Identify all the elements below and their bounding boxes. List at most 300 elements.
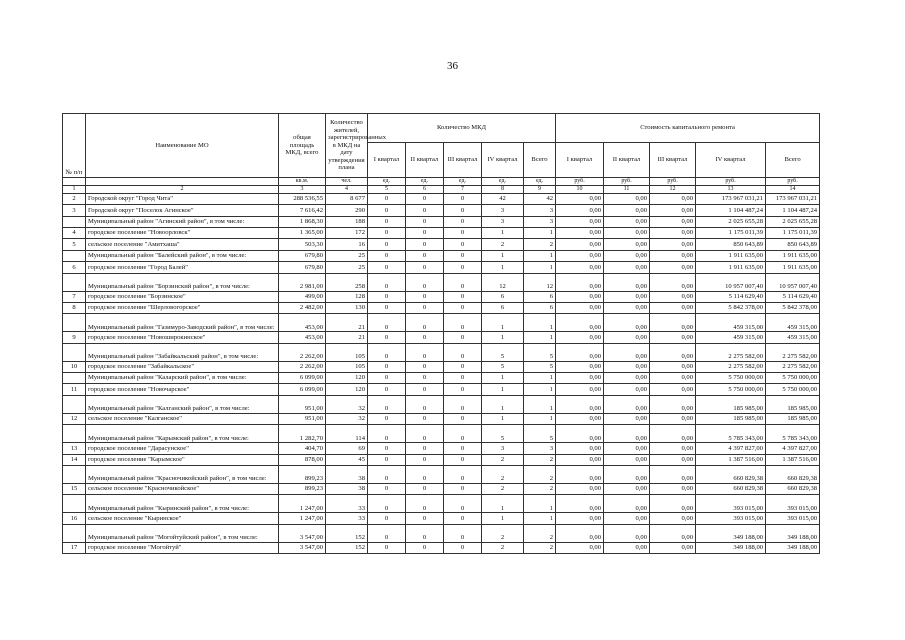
count-q2-cell: 0 <box>406 373 444 384</box>
table-row <box>63 361 820 372</box>
unit-cell: руб. <box>604 178 650 186</box>
count-q2-cell: 0 <box>406 262 444 273</box>
table-row <box>63 484 820 495</box>
cost-q4-cell: 5 842 378,00 <box>696 302 766 313</box>
count-q3-cell: 0 <box>444 425 482 443</box>
residents-cell: 188 <box>326 216 368 227</box>
cost-q2-cell: 0,00 <box>604 484 650 495</box>
count-total-cell: 1 <box>524 314 556 332</box>
table-row <box>63 513 820 524</box>
table-row <box>63 291 820 302</box>
count-total-cell: 3 <box>524 205 556 216</box>
cost-q1-cell: 0,00 <box>556 361 604 372</box>
count-total-cell: 5 <box>524 343 556 361</box>
count-q1-cell: 0 <box>368 273 406 291</box>
table-row <box>63 262 820 273</box>
cost-q2-cell: 0,00 <box>604 227 650 238</box>
cost-q3-cell: 0,00 <box>650 332 696 343</box>
cost-total-cell: 5 785 343,00 <box>766 425 820 443</box>
area-cell: 6 099,00 <box>279 373 326 384</box>
cost-q1-cell: 0,00 <box>556 205 604 216</box>
count-total-cell: 1 <box>524 373 556 384</box>
area-cell: 7 616,42 <box>279 205 326 216</box>
count-q4-cell: 42 <box>482 193 524 204</box>
count-q4-cell: 6 <box>482 291 524 302</box>
cost-total-cell: 5 842 378,00 <box>766 302 820 313</box>
count-q3-cell: 0 <box>444 395 482 413</box>
area-cell: 3 547,00 <box>279 524 326 542</box>
area-cell: 453,00 <box>279 332 326 343</box>
count-q4-cell: 1 <box>482 332 524 343</box>
count-q2-cell: 0 <box>406 524 444 542</box>
unit-cell: руб. <box>650 178 696 186</box>
cost-q3-cell: 0,00 <box>650 425 696 443</box>
cost-total-cell: 2 025 655,28 <box>766 216 820 227</box>
count-total-cell: 2 <box>524 542 556 553</box>
name-cell: городское поселение "Забайкальское" <box>86 361 279 372</box>
table-row <box>63 250 820 261</box>
cost-q4-cell: 1 911 635,00 <box>696 262 766 273</box>
cost-q4-cell: 1 911 635,00 <box>696 250 766 261</box>
header-cost-q1: I квартал <box>556 143 604 178</box>
cost-total-cell: 185 985,00 <box>766 395 820 413</box>
cost-q2-cell: 0,00 <box>604 425 650 443</box>
row-number-cell: 11 <box>63 384 86 395</box>
cost-q2-cell: 0,00 <box>604 361 650 372</box>
cost-q3-cell: 0,00 <box>650 205 696 216</box>
header-cost-q4: IV квартал <box>696 143 766 178</box>
header-count-q3: III квартал <box>444 143 482 178</box>
cost-q3-cell: 0,00 <box>650 291 696 302</box>
column-index-row <box>63 185 820 193</box>
count-total-cell: 42 <box>524 193 556 204</box>
name-cell: Городской округ "Поселок Агинское" <box>86 205 279 216</box>
count-q3-cell: 0 <box>444 262 482 273</box>
unit-cell: руб. <box>696 178 766 186</box>
index-cell: 10 <box>556 185 604 193</box>
row-number-cell: 17 <box>63 542 86 553</box>
count-q3-cell: 0 <box>444 495 482 513</box>
residents-cell: 128 <box>326 291 368 302</box>
name-cell: Муниципальный район "Борзинский район", в том числе: <box>86 273 279 291</box>
index-cell: 6 <box>406 185 444 193</box>
cost-q1-cell: 0,00 <box>556 425 604 443</box>
count-total-cell: 3 <box>524 216 556 227</box>
count-q3-cell: 0 <box>444 193 482 204</box>
cost-q4-cell: 393 015,00 <box>696 513 766 524</box>
cost-q4-cell: 4 397 827,00 <box>696 443 766 454</box>
name-cell: сельское поселение "Амитхаша" <box>86 239 279 250</box>
area-cell: 3 547,00 <box>279 542 326 553</box>
count-q3-cell: 0 <box>444 205 482 216</box>
name-cell: городское поселение "Шерловогорское" <box>86 302 279 313</box>
count-q4-cell: 1 <box>482 262 524 273</box>
count-q2-cell: 0 <box>406 302 444 313</box>
area-cell: 2 981,00 <box>279 273 326 291</box>
count-q1-cell: 0 <box>368 227 406 238</box>
cost-total-cell: 393 015,00 <box>766 513 820 524</box>
area-cell: 1 868,30 <box>279 216 326 227</box>
row-number-cell <box>63 314 86 332</box>
cost-q1-cell: 0,00 <box>556 484 604 495</box>
cost-q4-cell: 660 829,38 <box>696 484 766 495</box>
count-total-cell: 2 <box>524 454 556 465</box>
count-total-cell: 1 <box>524 332 556 343</box>
cost-q1-cell: 0,00 <box>556 524 604 542</box>
cost-q2-cell: 0,00 <box>604 262 650 273</box>
cost-q3-cell: 0,00 <box>650 524 696 542</box>
count-q4-cell: 1 <box>482 373 524 384</box>
unit-cell: чел. <box>326 178 368 186</box>
cost-q4-cell: 459 315,00 <box>696 314 766 332</box>
name-cell: городское поселение "Могойтуй" <box>86 542 279 553</box>
count-q1-cell: 0 <box>368 193 406 204</box>
cost-total-cell: 660 829,38 <box>766 484 820 495</box>
cost-q1-cell: 0,00 <box>556 343 604 361</box>
name-cell: городское поселение "Новоширокинское" <box>86 332 279 343</box>
index-cell: 2 <box>86 185 279 193</box>
residents-cell: 105 <box>326 343 368 361</box>
name-cell: городское поселение "Новоорловск" <box>86 227 279 238</box>
cost-q3-cell: 0,00 <box>650 227 696 238</box>
count-q4-cell: 1 <box>482 495 524 513</box>
count-q4-cell: 12 <box>482 273 524 291</box>
area-cell: 2 482,00 <box>279 302 326 313</box>
count-q1-cell: 0 <box>368 361 406 372</box>
cost-q2-cell: 0,00 <box>604 193 650 204</box>
count-total-cell: 1 <box>524 395 556 413</box>
cost-q3-cell: 0,00 <box>650 443 696 454</box>
residents-cell: 172 <box>326 227 368 238</box>
cost-q4-cell: 349 188,00 <box>696 542 766 553</box>
row-number-cell: 12 <box>63 413 86 424</box>
count-q1-cell: 0 <box>368 454 406 465</box>
count-q3-cell: 0 <box>444 384 482 395</box>
count-q1-cell: 0 <box>368 343 406 361</box>
count-q2-cell: 0 <box>406 239 444 250</box>
cost-q3-cell: 0,00 <box>650 466 696 484</box>
name-cell: Муниципальный район "Забайкальский район", в том числе: <box>86 343 279 361</box>
cost-q1-cell: 0,00 <box>556 239 604 250</box>
residents-cell: 32 <box>326 413 368 424</box>
table-row <box>63 425 820 443</box>
unit-cell: ед. <box>406 178 444 186</box>
residents-cell: 33 <box>326 513 368 524</box>
row-number-cell <box>63 343 86 361</box>
index-cell: 7 <box>444 185 482 193</box>
cost-q4-cell: 1 387 516,00 <box>696 454 766 465</box>
repair-plan-table <box>62 113 820 554</box>
count-q2-cell: 0 <box>406 484 444 495</box>
row-number-cell: 5 <box>63 239 86 250</box>
cost-total-cell: 459 315,00 <box>766 314 820 332</box>
name-cell: городское поселение "Борзинское" <box>86 291 279 302</box>
count-q3-cell: 0 <box>444 466 482 484</box>
header-residents: Количество жителей, зарегистрированных в МКД на дату утверждения плана <box>326 114 368 178</box>
count-q2-cell: 0 <box>406 384 444 395</box>
cost-total-cell: 1 104 487,24 <box>766 205 820 216</box>
count-q3-cell: 0 <box>444 314 482 332</box>
name-cell: Городской округ "Город Чита" <box>86 193 279 204</box>
count-q4-cell: 1 <box>482 395 524 413</box>
table-row <box>63 524 820 542</box>
count-q2-cell: 0 <box>406 227 444 238</box>
count-q4-cell: 1 <box>482 227 524 238</box>
count-q4-cell: 1 <box>482 384 524 395</box>
count-total-cell: 5 <box>524 425 556 443</box>
header-count-group: Количество МКД <box>368 114 556 143</box>
cost-q1-cell: 0,00 <box>556 250 604 261</box>
cost-q2-cell: 0,00 <box>604 495 650 513</box>
row-number-cell <box>63 395 86 413</box>
count-q1-cell: 0 <box>368 524 406 542</box>
residents-cell: 21 <box>326 332 368 343</box>
unit-cell <box>86 178 279 186</box>
count-q2-cell: 0 <box>406 250 444 261</box>
cost-q3-cell: 0,00 <box>650 413 696 424</box>
residents-cell: 105 <box>326 361 368 372</box>
count-q1-cell: 0 <box>368 443 406 454</box>
row-number-cell: 6 <box>63 262 86 273</box>
cost-q3-cell: 0,00 <box>650 314 696 332</box>
cost-q1-cell: 0,00 <box>556 193 604 204</box>
count-total-cell: 2 <box>524 239 556 250</box>
count-q2-cell: 0 <box>406 332 444 343</box>
header-count-q4: IV квартал <box>482 143 524 178</box>
residents-cell: 69 <box>326 443 368 454</box>
count-q1-cell: 0 <box>368 239 406 250</box>
count-q4-cell: 1 <box>482 314 524 332</box>
unit-cell: ед. <box>368 178 406 186</box>
count-q3-cell: 0 <box>444 273 482 291</box>
header-cost-q2: II квартал <box>604 143 650 178</box>
index-cell: 1 <box>63 185 86 193</box>
page-number: 36 <box>447 60 458 72</box>
table-row <box>63 332 820 343</box>
header-cost-group: Стоимость капитального ремонта <box>556 114 820 143</box>
row-number-cell: 8 <box>63 302 86 313</box>
header-cost-total: Всего <box>766 143 820 178</box>
unit-cell: ед. <box>444 178 482 186</box>
area-cell: 453,00 <box>279 314 326 332</box>
unit-cell: кв.м. <box>279 178 326 186</box>
cost-q4-cell: 660 829,38 <box>696 466 766 484</box>
cost-q1-cell: 0,00 <box>556 466 604 484</box>
count-q1-cell: 0 <box>368 262 406 273</box>
count-q4-cell: 3 <box>482 216 524 227</box>
cost-total-cell: 5 114 629,40 <box>766 291 820 302</box>
cost-q3-cell: 0,00 <box>650 542 696 553</box>
cost-total-cell: 1 387 516,00 <box>766 454 820 465</box>
count-q2-cell: 0 <box>406 495 444 513</box>
table-row <box>63 395 820 413</box>
cost-total-cell: 1 911 635,00 <box>766 250 820 261</box>
row-number-cell: 4 <box>63 227 86 238</box>
count-q3-cell: 0 <box>444 524 482 542</box>
count-q3-cell: 0 <box>444 216 482 227</box>
cost-total-cell: 393 015,00 <box>766 495 820 513</box>
residents-cell: 38 <box>326 466 368 484</box>
index-cell: 12 <box>650 185 696 193</box>
count-q4-cell: 2 <box>482 466 524 484</box>
header-count-q2: II квартал <box>406 143 444 178</box>
cost-q3-cell: 0,00 <box>650 454 696 465</box>
count-total-cell: 1 <box>524 262 556 273</box>
count-q3-cell: 0 <box>444 343 482 361</box>
count-q1-cell: 0 <box>368 314 406 332</box>
count-q2-cell: 0 <box>406 542 444 553</box>
count-q1-cell: 0 <box>368 291 406 302</box>
count-q4-cell: 6 <box>482 302 524 313</box>
count-q2-cell: 0 <box>406 343 444 361</box>
name-cell: Муниципальный район "Газимуро-Заводский район", в том числе: <box>86 314 279 332</box>
table-row <box>63 239 820 250</box>
residents-cell: 25 <box>326 262 368 273</box>
index-cell: 11 <box>604 185 650 193</box>
count-q3-cell: 0 <box>444 413 482 424</box>
table-row <box>63 413 820 424</box>
area-cell: 2 262,00 <box>279 343 326 361</box>
cost-total-cell: 349 188,00 <box>766 524 820 542</box>
count-q4-cell: 1 <box>482 250 524 261</box>
name-cell: Муниципальный район "Каларский район", в том числе: <box>86 373 279 384</box>
unit-cell: руб. <box>556 178 604 186</box>
cost-q3-cell: 0,00 <box>650 250 696 261</box>
area-cell: 679,80 <box>279 250 326 261</box>
count-q3-cell: 0 <box>444 373 482 384</box>
cost-q3-cell: 0,00 <box>650 193 696 204</box>
cost-q3-cell: 0,00 <box>650 262 696 273</box>
cost-q2-cell: 0,00 <box>604 343 650 361</box>
name-cell: сельское поселение "Красночикойское" <box>86 484 279 495</box>
count-q1-cell: 0 <box>368 373 406 384</box>
cost-q1-cell: 0,00 <box>556 216 604 227</box>
count-total-cell: 1 <box>524 250 556 261</box>
cost-q1-cell: 0,00 <box>556 395 604 413</box>
count-q1-cell: 0 <box>368 425 406 443</box>
row-number-cell <box>63 425 86 443</box>
area-cell: 499,00 <box>279 291 326 302</box>
cost-total-cell: 173 967 031,21 <box>766 193 820 204</box>
count-q1-cell: 0 <box>368 542 406 553</box>
row-number-cell <box>63 466 86 484</box>
cost-q2-cell: 0,00 <box>604 395 650 413</box>
count-q4-cell: 5 <box>482 361 524 372</box>
cost-q4-cell: 393 015,00 <box>696 495 766 513</box>
cost-q2-cell: 0,00 <box>604 273 650 291</box>
cost-q3-cell: 0,00 <box>650 216 696 227</box>
area-cell: 951,00 <box>279 413 326 424</box>
row-number-cell: 9 <box>63 332 86 343</box>
index-cell: 14 <box>766 185 820 193</box>
table-row <box>63 343 820 361</box>
row-number-cell: 13 <box>63 443 86 454</box>
count-q2-cell: 0 <box>406 466 444 484</box>
area-cell: 1 247,00 <box>279 495 326 513</box>
index-cell: 3 <box>279 185 326 193</box>
count-q2-cell: 0 <box>406 513 444 524</box>
count-q2-cell: 0 <box>406 205 444 216</box>
count-q3-cell: 0 <box>444 239 482 250</box>
header-cost-q3: III квартал <box>650 143 696 178</box>
cost-total-cell: 2 275 582,00 <box>766 343 820 361</box>
name-cell: городское поселение "Дарасунское" <box>86 443 279 454</box>
cost-q1-cell: 0,00 <box>556 542 604 553</box>
area-cell: 6 099,00 <box>279 384 326 395</box>
cost-q1-cell: 0,00 <box>556 513 604 524</box>
residents-cell: 120 <box>326 384 368 395</box>
count-q2-cell: 0 <box>406 216 444 227</box>
name-cell: сельское поселение "Калганское" <box>86 413 279 424</box>
header-name: Наименование МО <box>86 114 279 178</box>
cost-q4-cell: 2 025 655,28 <box>696 216 766 227</box>
cost-q1-cell: 0,00 <box>556 373 604 384</box>
residents-cell: 32 <box>326 395 368 413</box>
count-q4-cell: 2 <box>482 239 524 250</box>
header-area: общая площадь МКД, всего <box>279 114 326 178</box>
cost-q2-cell: 0,00 <box>604 291 650 302</box>
table-row <box>63 205 820 216</box>
count-q2-cell: 0 <box>406 273 444 291</box>
count-q2-cell: 0 <box>406 291 444 302</box>
table-row <box>63 216 820 227</box>
area-cell: 899,23 <box>279 484 326 495</box>
cost-q4-cell: 173 967 031,21 <box>696 193 766 204</box>
cost-q4-cell: 10 957 007,40 <box>696 273 766 291</box>
table-row <box>63 443 820 454</box>
table-row <box>63 454 820 465</box>
cost-total-cell: 1 911 635,00 <box>766 262 820 273</box>
residents-cell: 25 <box>326 250 368 261</box>
count-q4-cell: 2 <box>482 542 524 553</box>
cost-q2-cell: 0,00 <box>604 216 650 227</box>
table-row <box>63 373 820 384</box>
count-q3-cell: 0 <box>444 513 482 524</box>
row-number-cell: 10 <box>63 361 86 372</box>
count-q1-cell: 0 <box>368 466 406 484</box>
cost-q3-cell: 0,00 <box>650 384 696 395</box>
count-total-cell: 6 <box>524 291 556 302</box>
name-cell: Муниципальный район "Красночикойский район", в том числе: <box>86 466 279 484</box>
count-q1-cell: 0 <box>368 250 406 261</box>
count-total-cell: 1 <box>524 384 556 395</box>
name-cell: Муниципальный район "Агинский район", в том числе: <box>86 216 279 227</box>
count-q4-cell: 2 <box>482 524 524 542</box>
count-q2-cell: 0 <box>406 314 444 332</box>
count-q3-cell: 0 <box>444 542 482 553</box>
cost-q2-cell: 0,00 <box>604 332 650 343</box>
row-number-cell: 15 <box>63 484 86 495</box>
row-number-cell: 14 <box>63 454 86 465</box>
cost-q1-cell: 0,00 <box>556 302 604 313</box>
count-q2-cell: 0 <box>406 193 444 204</box>
count-q4-cell: 2 <box>482 484 524 495</box>
residents-cell: 16 <box>326 239 368 250</box>
count-total-cell: 1 <box>524 227 556 238</box>
cost-q4-cell: 459 315,00 <box>696 332 766 343</box>
residents-cell: 120 <box>326 373 368 384</box>
count-q2-cell: 0 <box>406 361 444 372</box>
residents-cell: 152 <box>326 542 368 553</box>
cost-q1-cell: 0,00 <box>556 454 604 465</box>
area-cell: 1 247,00 <box>279 513 326 524</box>
name-cell: Муниципальный район "Калганский район", в том числе: <box>86 395 279 413</box>
count-q3-cell: 0 <box>444 227 482 238</box>
count-q4-cell: 1 <box>482 413 524 424</box>
cost-total-cell: 10 957 007,40 <box>766 273 820 291</box>
cost-total-cell: 4 397 827,00 <box>766 443 820 454</box>
cost-q4-cell: 850 643,89 <box>696 239 766 250</box>
